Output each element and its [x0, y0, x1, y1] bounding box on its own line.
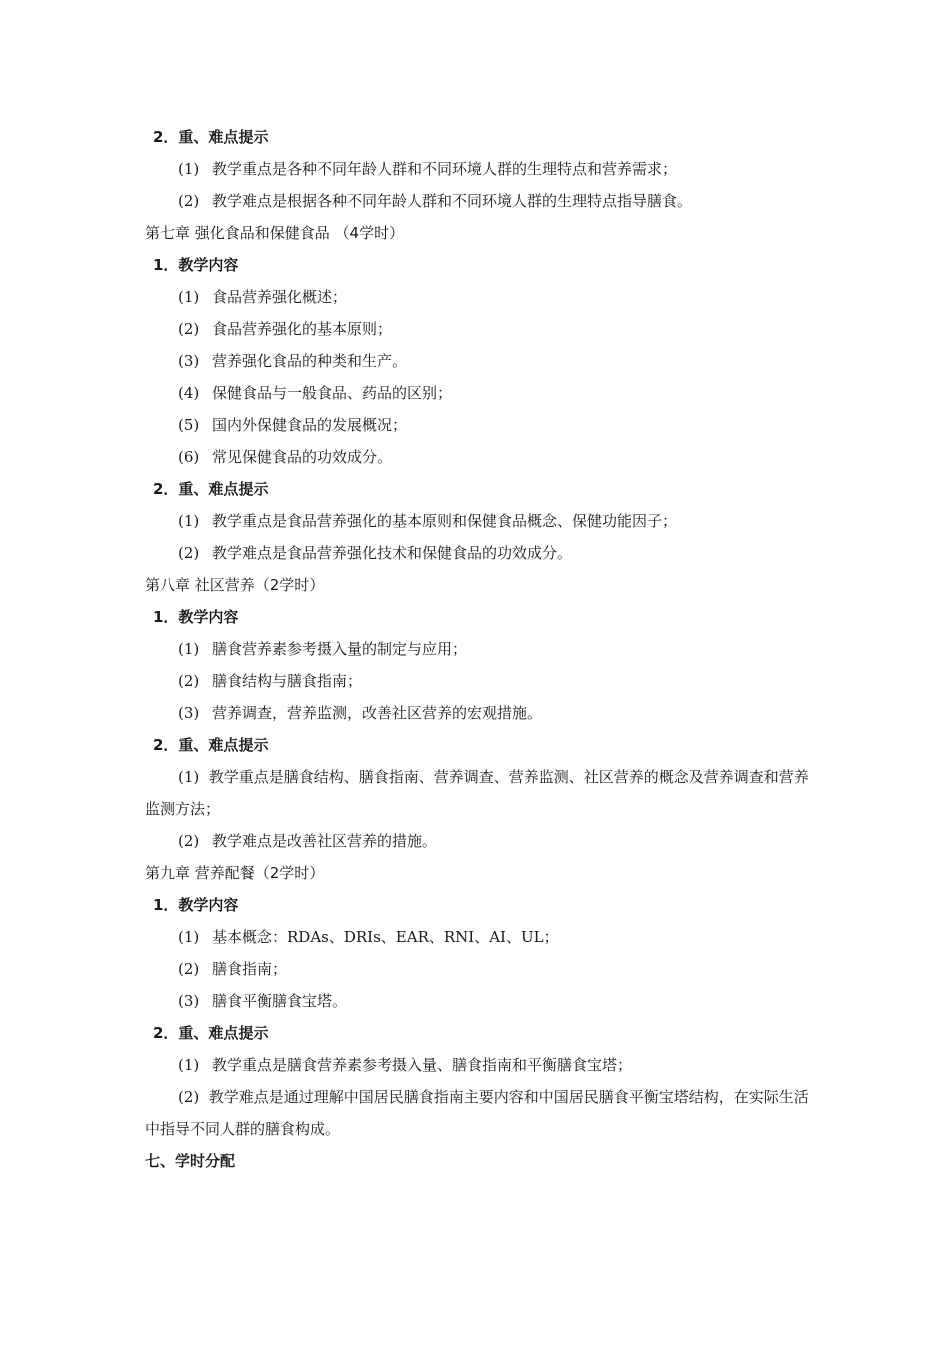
item-number: (2)	[178, 320, 200, 338]
section-heading: 七、学时分配	[145, 1152, 236, 1170]
list-item	[178, 1055, 632, 1075]
subsection-heading: 2．重、难点提示	[153, 128, 269, 146]
subsection-heading: 2．重、难点提示	[153, 736, 269, 754]
subsection-heading: 1．教学内容	[153, 608, 239, 626]
item-text: 教学重点是食品营养强化的基本原则和保健食品概念、保健功能因子；	[212, 512, 678, 530]
list-item	[178, 351, 407, 371]
item-text: 基本概念：RDAs、DRIs、EAR、RNI、AI、UL；	[212, 928, 559, 946]
item-number: (1)	[178, 1056, 200, 1074]
item-number: (2)	[178, 960, 200, 978]
item-number: (1)	[178, 640, 200, 658]
item-text: 膳食指南；	[212, 960, 288, 978]
list-item	[178, 959, 287, 979]
list-item	[178, 287, 347, 307]
list-item	[178, 991, 347, 1011]
item-text: 食品营养强化的基本原则；	[212, 320, 393, 338]
item-text: 国内外保健食品的发展概况；	[212, 416, 408, 434]
item-number: (2)	[178, 832, 200, 850]
item-number: (1)	[178, 288, 200, 306]
chapter-heading: 第七章 强化食品和保健食品 （4学时）	[145, 224, 405, 242]
subsection-heading: 2．重、难点提示	[153, 480, 269, 498]
item-text: 教学难点是改善社区营养的措施。	[212, 832, 438, 850]
list-item	[178, 447, 392, 467]
subsection-heading: 1．教学内容	[153, 896, 239, 914]
item-number: (6)	[178, 448, 200, 466]
item-number: (1)	[178, 768, 200, 786]
list-item	[178, 927, 559, 947]
item-text: 教学难点是根据各种不同年龄人群和不同环境人群的生理特点指导膳食。	[212, 192, 693, 210]
item-number: (1)	[178, 512, 200, 530]
subsection-heading: 1．教学内容	[153, 256, 239, 274]
list-item	[178, 511, 677, 531]
item-number: (4)	[178, 384, 200, 402]
item-number: (3)	[178, 704, 200, 722]
item-text: 常见保健食品的功效成分。	[212, 448, 393, 466]
item-number: (3)	[178, 992, 200, 1010]
list-item	[178, 191, 692, 211]
list-item	[178, 543, 572, 563]
list-item	[178, 671, 362, 691]
chapter-heading: 第九章 营养配餐（2学时）	[145, 864, 325, 882]
item-text: 膳食平衡膳食宝塔。	[212, 992, 348, 1010]
list-item	[178, 703, 542, 723]
item-text: 营养调查，营养监测，改善社区营养的宏观措施。	[212, 704, 543, 722]
item-text: 教学重点是各种不同年龄人群和不同环境人群的生理特点和营养需求；	[212, 160, 678, 178]
item-text: 教学重点是膳食结构、膳食指南、营养调查、营养监测、社区营养的概念及营养调查和营养监测方法；	[145, 768, 809, 818]
item-text: 膳食结构与膳食指南；	[212, 672, 363, 690]
subsection-heading: 2．重、难点提示	[153, 1024, 269, 1042]
list-item	[178, 639, 467, 659]
item-number: (1)	[178, 160, 200, 178]
item-number: (1)	[178, 928, 200, 946]
list-item	[178, 415, 407, 435]
item-text: 保健食品与一般食品、药品的区别；	[212, 384, 453, 402]
item-number: (2)	[178, 1088, 200, 1106]
list-item	[178, 319, 392, 339]
item-text: 食品营养强化概述；	[212, 288, 348, 306]
item-number: (3)	[178, 352, 200, 370]
item-number: (2)	[178, 672, 200, 690]
item-text: 教学难点是食品营养强化技术和保健食品的功效成分。	[212, 544, 573, 562]
item-text: 膳食营养素参考摄入量的制定与应用；	[212, 640, 468, 658]
chapter-heading: 第八章 社区营养（2学时）	[145, 576, 325, 594]
item-text: 教学重点是膳食营养素参考摄入量、膳食指南和平衡膳食宝塔；	[212, 1056, 633, 1074]
item-number: (2)	[178, 544, 200, 562]
list-item	[178, 159, 677, 179]
item-text: 营养强化食品的种类和生产。	[212, 352, 408, 370]
item-text: 教学难点是通过理解中国居民膳食指南主要内容和中国居民膳食平衡宝塔结构，在实际生活中指导不同人群的膳食构成。	[145, 1088, 809, 1138]
item-number: (2)	[178, 192, 200, 210]
list-item	[178, 831, 437, 851]
list-item	[145, 1081, 813, 1145]
list-item	[145, 761, 813, 825]
item-number: (5)	[178, 416, 200, 434]
list-item	[178, 383, 452, 403]
